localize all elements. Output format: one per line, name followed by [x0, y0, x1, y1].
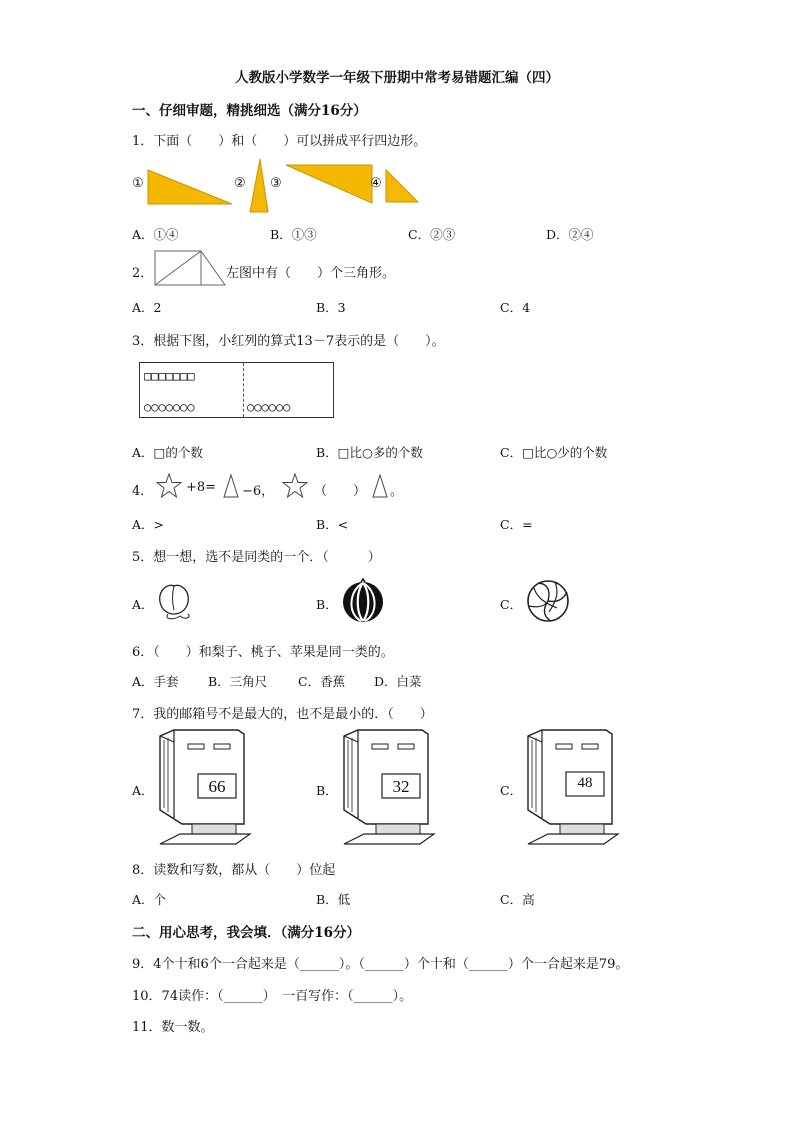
mailbox-number-c: 48 [577, 775, 593, 791]
mailbox-number-a: 66 [208, 777, 226, 796]
volleyball-icon [525, 578, 571, 624]
q3-option-a[interactable]: A．□的个数 [132, 445, 203, 460]
q4-minus-six: −6， [242, 484, 275, 499]
q8-option-b[interactable]: B．低 [316, 892, 351, 907]
q6-option-c[interactable]: C．香蕉 [298, 674, 346, 689]
q1-label-1: ① [132, 176, 144, 191]
q3-circles-row-right: ○○○○○○ [247, 400, 291, 414]
question-3-stem: 3．根据下图，小红列的算式13－7表示的是（ ）。 [132, 334, 445, 349]
q5-option-c[interactable]: C． [500, 597, 523, 612]
q4-option-c[interactable]: C．= [500, 517, 533, 532]
mailbox-number-b: 32 [392, 777, 410, 796]
q1-label-3: ③ [270, 176, 282, 191]
q4-option-a[interactable]: A．> [132, 517, 165, 532]
question-6-stem: 6．（ ）和梨子、桃子、苹果是同一类的。 [132, 645, 394, 660]
q4-answer-blank: （ ） [314, 484, 367, 499]
q1-triangle-4 [384, 168, 420, 204]
question-10: 10．74读作：（______） 一百写作：（______）。 [132, 989, 413, 1004]
q8-option-c[interactable]: C．高 [500, 892, 535, 907]
q2-option-c[interactable]: C．4 [500, 300, 531, 315]
q4-plus-eight: +8= [186, 480, 217, 495]
triangle-icon [372, 474, 388, 498]
question-7-stem: 7．我的邮箱号不是最大的，也不是最小的．（ ） [132, 707, 433, 722]
triangle-icon [223, 474, 239, 498]
q3-option-b[interactable]: B．□比○多的个数 [316, 445, 423, 460]
question-9: 9．4个十和6个一合起来是（______）。（______）个十和（______）个一合起来是79。 [132, 957, 629, 972]
q1-option-d[interactable]: D．②④ [546, 227, 594, 242]
question-2-number: 2． [132, 266, 154, 281]
q3-squares-row: □□□□□□□ [144, 369, 195, 383]
q1-triangle-2 [248, 158, 270, 214]
q2-option-a[interactable]: A．2 [132, 300, 162, 315]
q6-option-b[interactable]: B．三角尺 [208, 674, 268, 689]
q5-option-a[interactable]: A． [132, 597, 154, 612]
question-4-number: 4． [132, 484, 154, 499]
q4-option-b[interactable]: B．< [316, 517, 349, 532]
question-11: 11．数一数。 [132, 1020, 214, 1035]
q2-option-b[interactable]: B．3 [316, 300, 346, 315]
q7-option-a[interactable]: A． [132, 783, 154, 798]
peach-icon [152, 580, 196, 622]
section-heading-1: 一、仔细审题，精挑细选（满分16分） [132, 103, 367, 119]
question-8-stem: 8．读数和写数，都从（ ）位起 [132, 863, 336, 878]
question-1-stem: 1．下面（ ）和（ ）可以拼成平行四边形。 [132, 134, 427, 149]
question-5-stem: 5．想一想，选不是同类的一个．（ ） [132, 550, 381, 565]
q1-option-a[interactable]: A．①④ [132, 227, 179, 242]
question-2-stem: 左图中有（ ）个三角形。 [226, 266, 396, 281]
q1-label-2: ② [234, 176, 246, 191]
q1-triangle-1 [146, 168, 234, 206]
q7-option-b[interactable]: B． [316, 783, 338, 798]
star-icon [156, 473, 182, 498]
section-heading-2: 二、用心思考，我会填．（满分16分） [132, 925, 361, 941]
q1-triangle-3 [284, 163, 374, 205]
page-title: 人教版小学数学一年级下册期中常考易错题汇编（四） [235, 70, 559, 86]
q6-option-d[interactable]: D．白菜 [374, 674, 422, 689]
q2-triangle-figure [154, 250, 226, 286]
q3-dashed-divider [243, 363, 244, 417]
q6-option-a[interactable]: A．手套 [132, 674, 179, 689]
q5-option-b[interactable]: B． [316, 597, 338, 612]
q8-option-a[interactable]: A．个 [132, 892, 167, 907]
q1-label-4: ④ [370, 176, 382, 191]
q1-option-b[interactable]: B．①③ [270, 227, 317, 242]
watermelon-icon [340, 578, 386, 624]
q1-option-c[interactable]: C．②③ [408, 227, 456, 242]
q4-period: 。 [390, 484, 404, 499]
q3-circles-row-left: ○○○○○○○ [144, 400, 195, 414]
q7-option-c[interactable]: C． [500, 783, 523, 798]
q3-option-c[interactable]: C．□比○少的个数 [500, 445, 608, 460]
star-icon [282, 473, 308, 498]
